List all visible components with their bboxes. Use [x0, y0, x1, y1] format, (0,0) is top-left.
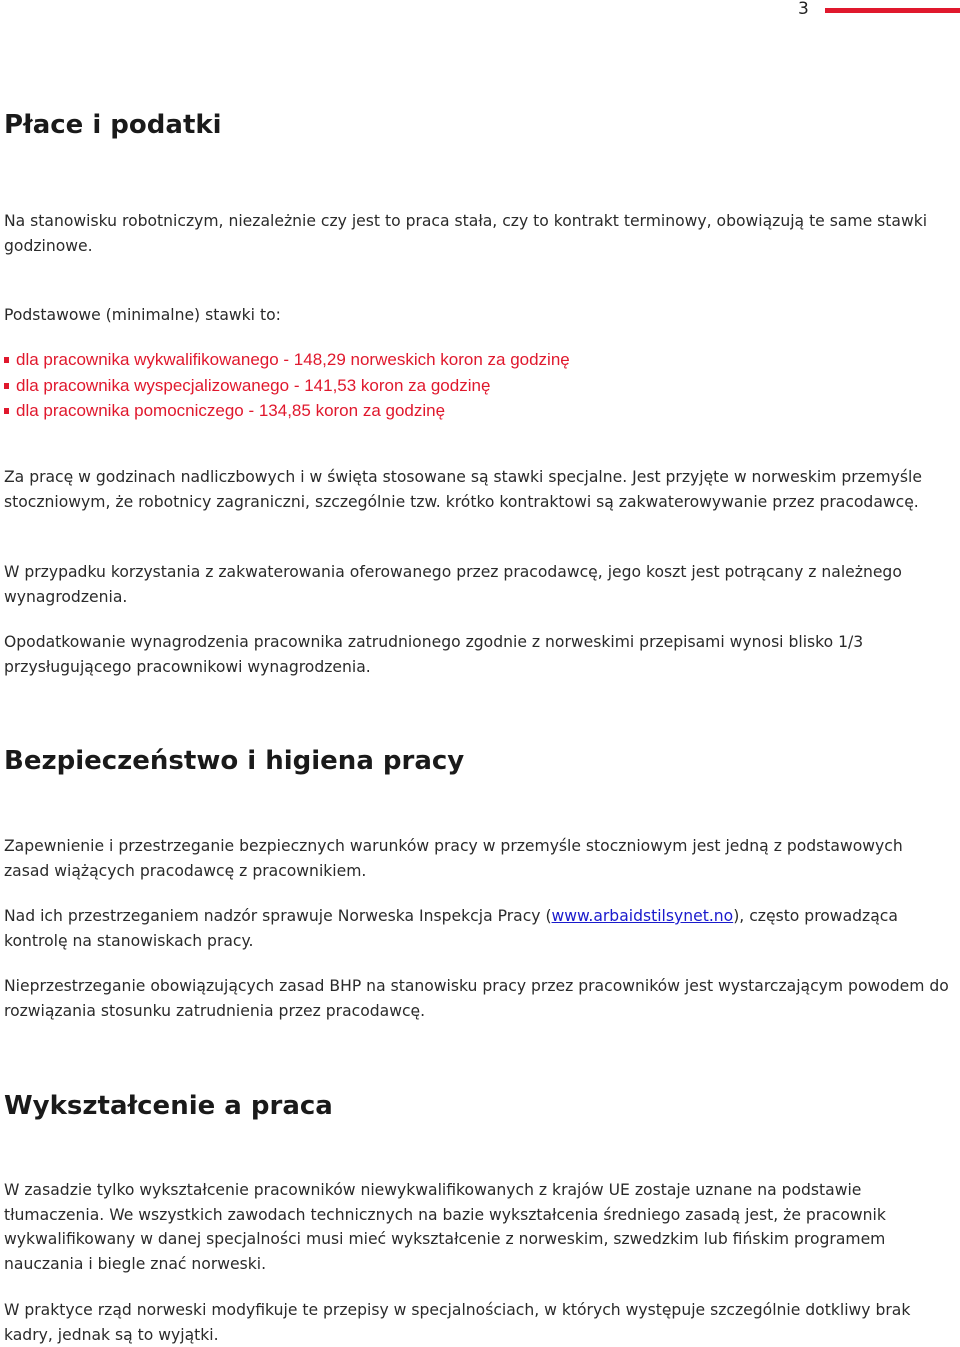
rate-auxiliary: dla pracownika pomocniczego - 134,85 koron za godzinę [16, 401, 446, 420]
heading-wages-and-taxes: Płace i podatki [4, 110, 222, 140]
list-item [4, 373, 570, 399]
wages-intro-paragraph: Na stanowisku robotniczym, niezależnie czy jest to praca stała, czy to kontrakt terminowy, obowiązują te same stawki godzinowe. [4, 212, 928, 255]
safety-p2-text-before: Nad ich przestrzeganiem nadzór sprawuje Norweska Inspekcja Pracy ( [4, 907, 552, 925]
heading-health-and-safety: Bezpieczeństwo i higiena pracy [4, 746, 465, 776]
page-number: 3 [798, 0, 809, 19]
accommodation-paragraph: W przypadku korzystania z zakwaterowania oferowanego przez pracodawcę, jego koszt jest potrącany z należnego wynagrodzenia. [4, 563, 902, 606]
square-bullet-icon [4, 357, 9, 363]
rate-skilled: dla pracownika wykwalifikowanego - 148,29 norweskich koron za godzinę [16, 350, 570, 369]
labour-inspection-link[interactable]: www.arbaidstilsynet.no [551, 907, 734, 925]
heading-education-and-work: Wykształcenie a praca [4, 1091, 333, 1121]
rates-list [4, 347, 570, 424]
list-item [4, 347, 570, 373]
square-bullet-icon [4, 383, 9, 389]
list-item [4, 398, 570, 424]
rates-heading: Podstawowe (minimalne) stawki to: [4, 306, 281, 324]
education-paragraph-1: W zasadzie tylko wykształcenie pracowników niewykwalifikowanych z krajów UE zostaje uznane na podstawie tłumaczenia. We wszystkich zawodach technicznych na bazie wykształcenia średniego zasadą jest, że pracownik wykwalifikowany w danej specjalności musi mieć wykształcenie z norweskim, szwedzkim lub fińskim programem nauczania i biegle znać norweski. [4, 1181, 886, 1273]
taxation-paragraph: Opodatkowanie wynagrodzenia pracownika zatrudnionego zgodnie z norweskimi przepisami wynosi blisko 1/3 przysługującego pracownikowi wynagrodzenia. [4, 633, 864, 676]
safety-paragraph-1: Zapewnienie i przestrzeganie bezpiecznych warunków pracy w przemyśle stoczniowym jest jedną z podstawowych zasad wiążących pracodawcę z pracownikiem. [4, 837, 903, 880]
education-paragraph-2: W praktyce rząd norweski modyfikuje te przepisy w specjalnościach, w których występuje szczególnie dotkliwy brak kadry, jednak są to wyjątki. [4, 1301, 911, 1344]
rate-specialized: dla pracownika wyspecjalizowanego - 141,53 koron za godzinę [16, 375, 491, 395]
safety-paragraph-3: Nieprzestrzeganie obowiązujących zasad BHP na stanowisku pracy przez pracowników jest wystarczającym powodem do rozwiązania stosunku zatrudnienia przez pracodawcę. [4, 977, 949, 1020]
safety-p2-text-after: ), często prowadząca kontrolę na stanowiskach pracy. [4, 907, 898, 950]
header-accent-bar [825, 8, 960, 13]
safety-paragraph-2 [4, 904, 949, 953]
overtime-paragraph: Za pracę w godzinach nadliczbowych i w święta stosowane są stawki specjalne. Jest przyjęte w norweskim przemyśle stoczniowym, że robotnicy zagraniczni, szczególnie tzw. krótko kontraktowi są zakwaterowywanie przez pracodawcę. [4, 468, 922, 511]
square-bullet-icon [4, 408, 9, 414]
